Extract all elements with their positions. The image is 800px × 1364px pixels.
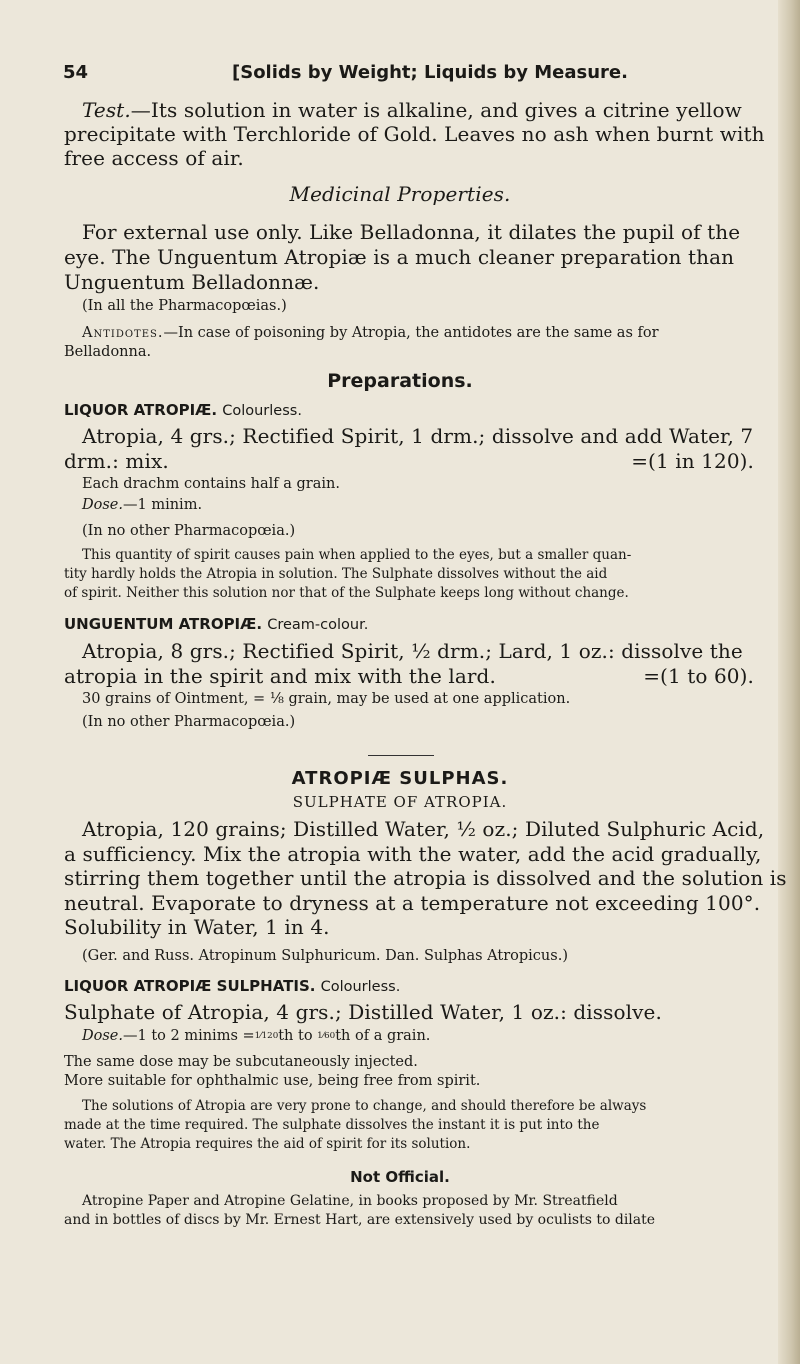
not-official-line-1: Atropine Paper and Atropine Gelatine, in books proposed by Mr. Streatfield [82,1193,618,1209]
sulphas-line-2: a sufficiency. Mix the atropia with the water, add the acid gradually, [64,842,762,866]
half-fraction: ½ [456,817,476,841]
eighth-fraction: ⅛ [269,691,284,707]
medicinal-line-2: eye. The Unguentum Atropiæ is a much cleaner preparation than [64,245,735,269]
liquor-sulphatis-line-1: Sulphate of Atropia, 4 grs.; Distilled Water, 1 oz.: dissolve. [64,1000,662,1024]
not-official-line-2: and in bottles of discs by Mr. Ernest Hart, are extensively used by oculists to dilate [64,1212,656,1228]
sulphas-subheading: SULPHATE OF ATROPIA. [292,793,508,811]
liquor-line-3: Each drachm contains half a grain. [82,476,340,492]
antidotes-label: Antidotes. [82,325,164,341]
not-official-heading: Not Official. [350,1168,450,1186]
liquor-remark-1: This quantity of spirit causes pain when applied to the eyes, but a smaller quan- [82,547,632,563]
preparations-heading: Preparations. [327,370,473,392]
unguentum-line-3: 30 grains of Ointment, = ⅛ grain, may be used at one application. [82,691,571,707]
medicinal-note: (In all the Pharmacopœias.) [82,298,287,314]
medicinal-line-1: For external use only. Like Belladonna, it dilates the pupil of the [82,220,741,244]
liquor-sulphatis-line-3: More suitable for ophthalmic use, being free from spirit. [64,1073,481,1089]
sulphas-line-5: Solubility in Water, 1 in 4. [64,915,330,939]
unguentum-note: (In no other Pharmacopœia.) [82,714,296,730]
test-label: Test. [82,98,131,122]
liquor-dose: Dose.—1 minim. [82,497,203,513]
sulphas-heading: ATROPIÆ SULPHAS. [291,768,509,789]
liquor-note: (In no other Pharmacopœia.) [82,523,296,539]
sulphas-line-4: neutral. Evaporate to dryness at a temperature not exceeding 100°. [64,891,761,915]
unguentum-line-2: atropia in the spirit and mix with the lard. =(1 to 60). [64,664,754,688]
liquor-sulphatis-remark-2: made at the time required. The sulphate dissolves the instant it is put into the [64,1117,600,1133]
antidotes-line-1: Antidotes.—In case of poisoning by Atropia, the antidotes are the same as for [82,325,659,341]
running-head: [Solids by Weight; Liquids by Measure. [232,62,628,83]
liquor-sulphatis-remark-1: The solutions of Atropia are very prone to change, and should therefore be always [82,1098,647,1114]
half-fraction: ½ [411,639,431,663]
test-line-3: free access of air. [64,146,244,170]
liquor-sulphatis-title: LIQUOR ATROPIÆ SULPHATIS. Colourless. [64,977,401,995]
antidotes-line-2: Belladonna. [64,344,152,360]
sulphas-synonyms: (Ger. and Russ. Atropinum Sulphuricum. Dan. Sulphas Atropicus.) [82,948,568,964]
medicinal-line-3: Unguentum Belladonnæ. [64,270,320,294]
liquor-sulphatis-dose: Dose.—1 to 2 minims =1⁄120th to 1⁄60th of a grain. [82,1028,431,1044]
test-line-1: Test.—Its solution in water is alkaline, and gives a citrine yellow [82,98,742,122]
section-divider [368,755,434,756]
sulphas-line-1: Atropia, 120 grains; Distilled Water, ½ oz.; Diluted Sulphuric Acid, [82,817,765,841]
test-line-2: precipitate with Terchloride of Gold. Leaves no ash when burnt with [64,122,765,146]
liquor-remark-3: of spirit. Neither this solution nor that of the Sulphate keeps long without change. [64,585,629,601]
unguentum-title: UNGUENTUM ATROPIÆ. Cream-colour. [64,615,369,633]
liquor-sulphatis-remark-3: water. The Atropia requires the aid of spirit for its solution. [64,1136,471,1152]
liquor-line-2: drm.: mix. =(1 in 120). [64,449,754,473]
liquor-remark-2: tity hardly holds the Atropia in solution. The Sulphate dissolves without the aid [64,566,608,582]
liquor-sulphatis-line-2: The same dose may be subcutaneously injected. [64,1054,418,1070]
unguentum-line-1: Atropia, 8 grs.; Rectified Spirit, ½ drm.; Lard, 1 oz.: dissolve the [82,639,743,663]
liquor-ratio: =(1 in 120). [631,449,754,473]
liquor-line-1: Atropia, 4 grs.; Rectified Spirit, 1 drm.; dissolve and add Water, 7 [82,424,754,448]
sulphas-line-3: stirring them together until the atropia is dissolved and the solution is [64,866,787,890]
page-number: 54 [63,62,89,83]
liquor-title: LIQUOR ATROPIÆ. Colourless. [64,401,302,419]
unguentum-ratio: =(1 to 60). [643,664,754,688]
medicinal-heading: Medicinal Properties. [289,182,511,206]
